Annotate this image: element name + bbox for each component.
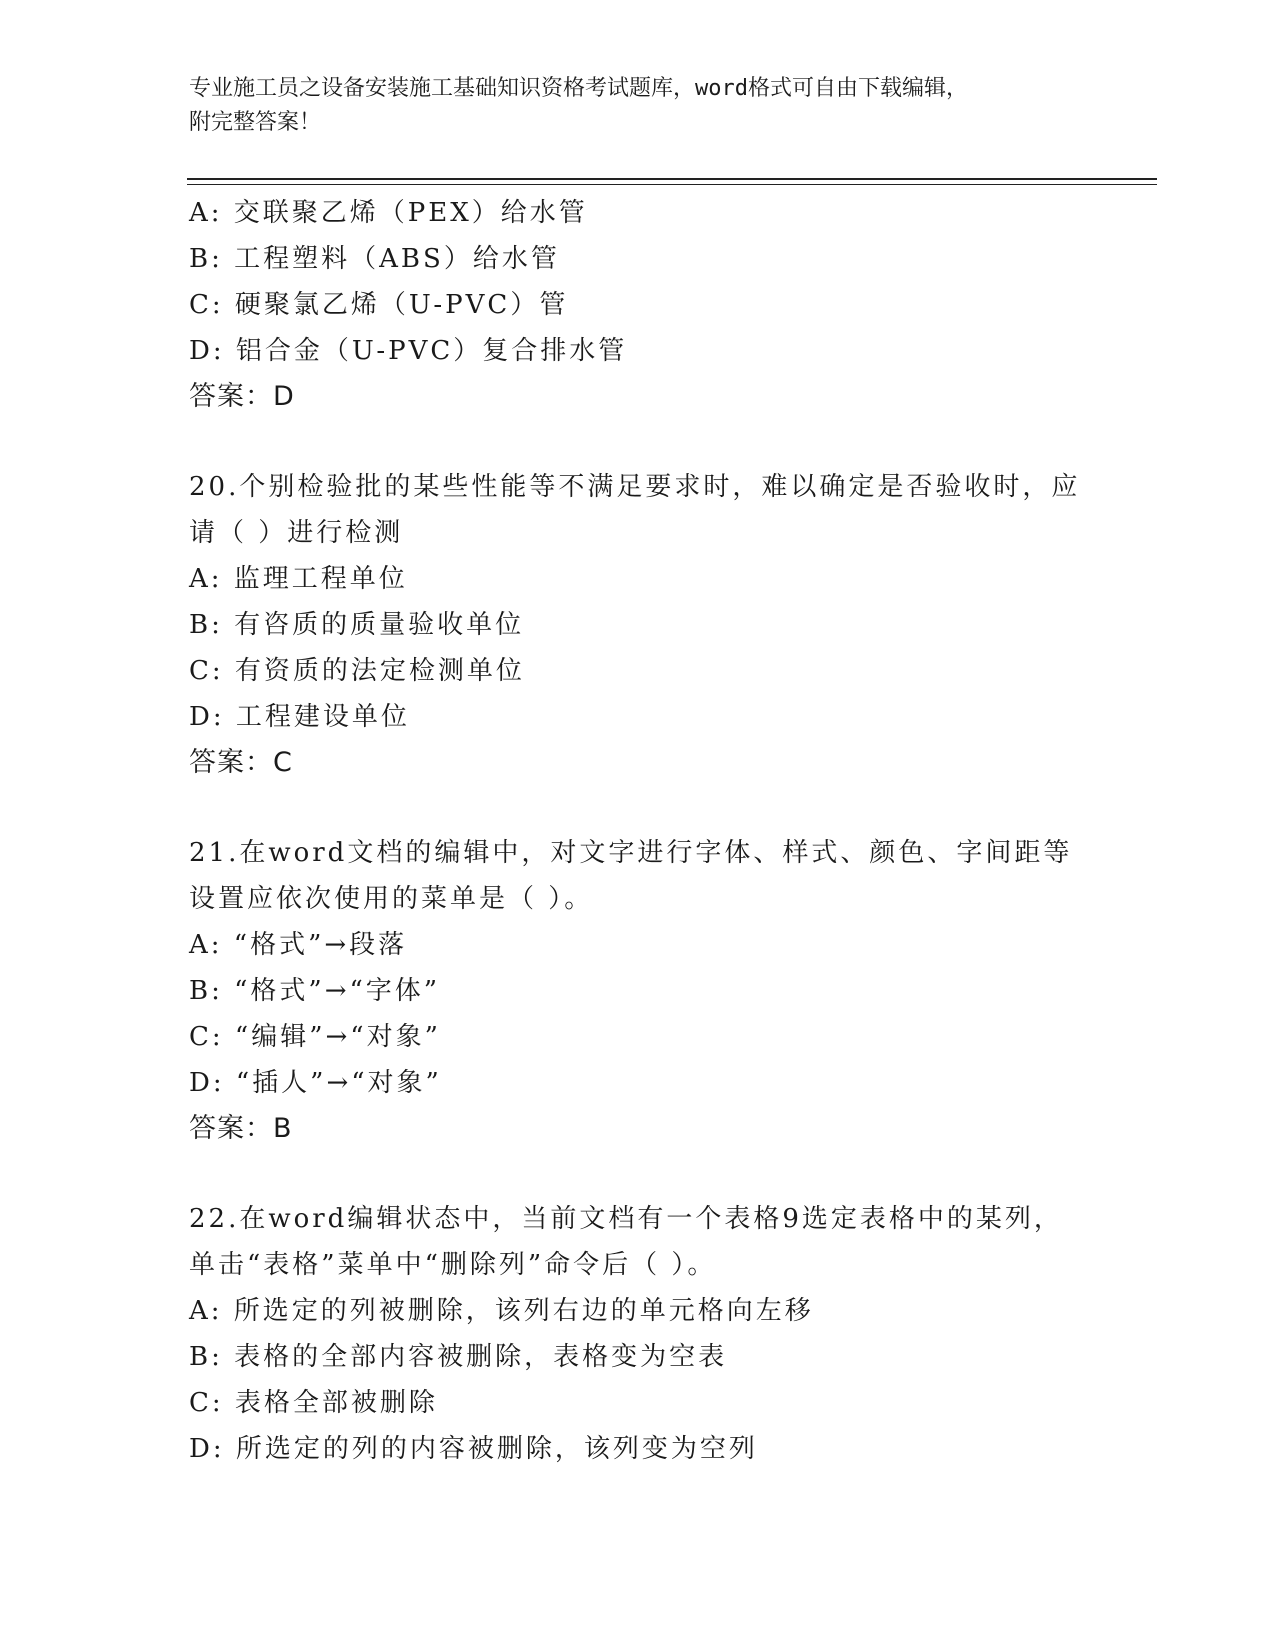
- spacer: [189, 420, 1119, 464]
- question-list: [189, 190, 1119, 1472]
- header-line-2: 附完整答案！: [189, 110, 322, 135]
- option-b: B: “格式”→“字体”: [189, 976, 441, 1006]
- option-c: C: 表格全部被删除: [189, 1388, 438, 1418]
- question-stem-continued: 单击“表格”菜单中“删除列”命令后（ ）。: [189, 1250, 717, 1280]
- header-rule-thick: [187, 178, 1157, 180]
- spacer: [189, 786, 1119, 830]
- option-a: A: 所选定的列被删除，该列右边的单元格向左移: [189, 1296, 814, 1326]
- option-b: B: 表格的全部内容被删除，表格变为空表: [189, 1342, 728, 1372]
- option-c: C: “编辑”→“对象”: [189, 1022, 441, 1052]
- question-stem: 20.个别检验批的某些性能等不满足要求时，难以确定是否验收时，应: [189, 472, 1081, 502]
- question-19: [189, 190, 1119, 420]
- answer: 答案：C: [189, 747, 293, 778]
- question-20: [189, 464, 1119, 786]
- question-22: [189, 1196, 1119, 1472]
- question-stem: 22.在word编辑状态中，当前文档有一个表格9选定表格中的某列，: [189, 1204, 1063, 1234]
- option-d: D: 铝合金（U-PVC）复合排水管: [189, 336, 628, 366]
- option-b: B: 工程塑料（ABS）给水管: [189, 244, 560, 274]
- question-21: [189, 830, 1119, 1152]
- option-a: A: 交联聚乙烯（PEX）给水管: [189, 198, 588, 228]
- question-stem: 21.在word文档的编辑中，对文字进行字体、样式、颜色、字间距等: [189, 838, 1073, 868]
- option-d: D: 所选定的列的内容被删除，该列变为空列: [189, 1434, 758, 1464]
- header-rule-thin: [187, 184, 1157, 185]
- option-d: D: 工程建设单位: [189, 702, 410, 732]
- option-a: A: 监理工程单位: [189, 564, 408, 594]
- option-d: D: “插人”→“对象”: [189, 1068, 442, 1098]
- header-line-1: 专业施工员之设备安装施工基础知识资格考试题库，word格式可自由下载编辑，: [189, 76, 968, 101]
- option-a: A: “格式”→段落: [189, 930, 408, 960]
- option-c: C: 有资质的法定检测单位: [189, 656, 525, 686]
- answer: 答案：D: [189, 381, 295, 412]
- question-stem-continued: 设置应依次使用的菜单是（ ）。: [189, 884, 594, 914]
- page-header: [189, 72, 1089, 140]
- question-stem-continued: 请（ ）进行检测: [189, 518, 404, 548]
- answer: 答案：B: [189, 1113, 293, 1144]
- spacer: [189, 1152, 1119, 1196]
- option-c: C: 硬聚氯乙烯（U-PVC）管: [189, 290, 569, 320]
- option-b: B: 有咨质的质量验收单位: [189, 610, 525, 640]
